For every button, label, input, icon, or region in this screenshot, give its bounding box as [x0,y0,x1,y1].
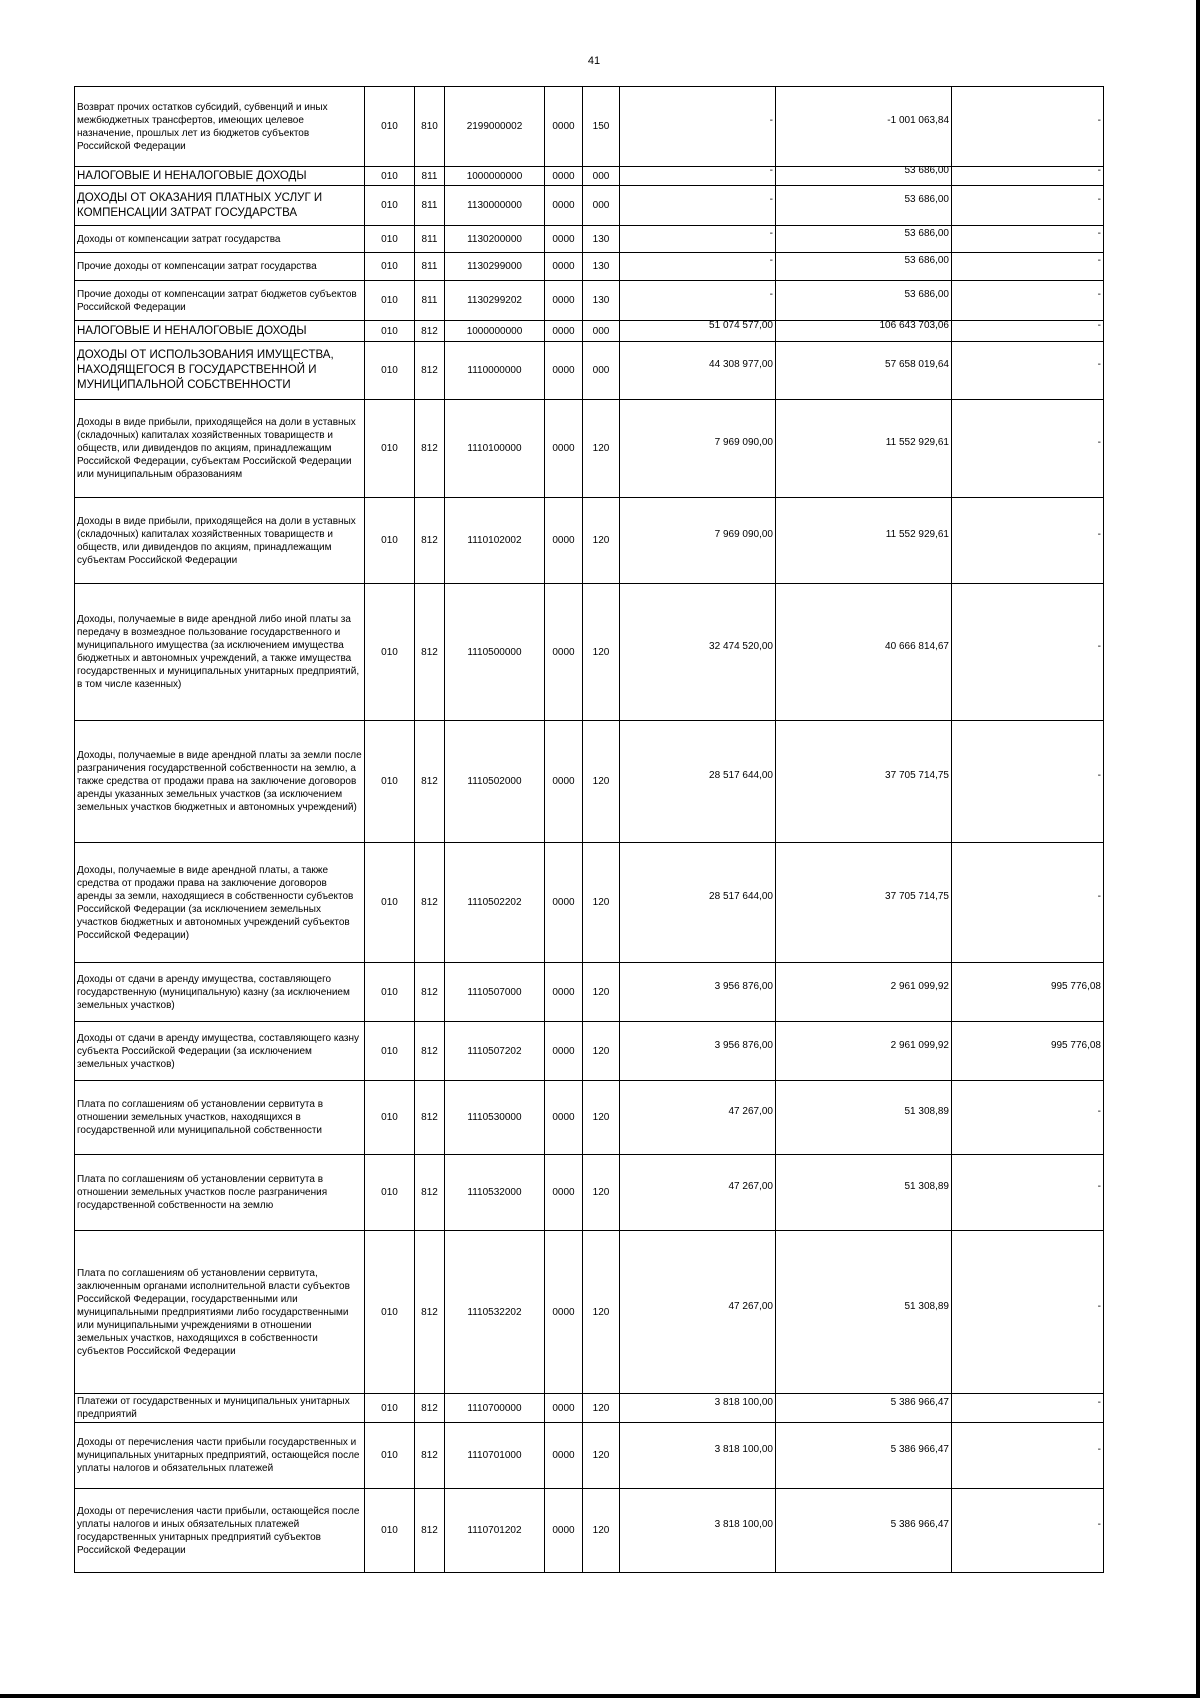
table-row [75,843,1104,963]
row-code-2: 812 [415,1155,445,1231]
row-code-2: 812 [415,721,445,843]
row-name: Платежи от государственных и муниципальных унитарных предприятий [75,1394,365,1423]
row-sum-3: 995 776,08 [952,963,1104,1022]
row-sum-3: - [952,281,1104,321]
row-code-3: 2199000002 [445,87,545,167]
row-sum-3: - [952,87,1104,167]
row-sum-3: - [952,400,1104,498]
row-code-4: 0000 [545,843,583,963]
row-code-3: 1110500000 [445,584,545,721]
row-name: ДОХОДЫ ОТ ИСПОЛЬЗОВАНИЯ ИМУЩЕСТВА, НАХОДЯЩЕГОСЯ В ГОСУДАРСТВЕННОЙ И МУНИЦИПАЛЬНОЙ СОБСТВЕННОСТИ [75,342,365,400]
row-sum-1: 3 818 100,00 [620,1394,776,1423]
row-name: Доходы от перечисления части прибыли государственных и муниципальных унитарных предприятий, остающейся после уплаты налогов и обязательных платежей [75,1423,365,1489]
row-code-3: 1130200000 [445,226,545,253]
row-code-1: 010 [365,321,415,342]
row-sum-1: 3 818 100,00 [620,1423,776,1489]
table-row [75,721,1104,843]
row-code-5: 120 [583,400,620,498]
row-code-1: 010 [365,721,415,843]
row-sum-1: 3 818 100,00 [620,1489,776,1573]
row-code-2: 812 [415,1394,445,1423]
row-code-1: 010 [365,1489,415,1573]
row-code-1: 010 [365,400,415,498]
row-sum-3: - [952,186,1104,226]
row-code-3: 1110507202 [445,1022,545,1081]
row-sum-2: 53 686,00 [776,253,952,281]
row-sum-1: - [620,87,776,167]
row-name: Доходы в виде прибыли, приходящейся на доли в уставных (складочных) капиталах хозяйственных товариществ и обществ, или дивидендов по акциям, принадлежащим субъектам Российской Федерации [75,498,365,584]
row-code-2: 812 [415,1489,445,1573]
row-sum-2: -1 001 063,84 [776,87,952,167]
row-code-5: 120 [583,584,620,721]
row-code-2: 812 [415,584,445,721]
row-sum-3: - [952,843,1104,963]
row-code-5: 120 [583,1231,620,1394]
row-sum-1: 7 969 090,00 [620,400,776,498]
row-sum-2: 106 643 703,06 [776,321,952,342]
row-sum-2: 5 386 966,47 [776,1489,952,1573]
row-sum-2: 37 705 714,75 [776,843,952,963]
row-code-1: 010 [365,963,415,1022]
row-sum-2: 53 686,00 [776,167,952,186]
row-name: Плата по соглашениям об установлении сервитута, заключенным органами исполнительной власти субъектов Российской Федерации, государственными или муниципальными предприятиями либо государственными или муниципальными учреждениями в отношении земельных участков, находящихся в собственности субъектов Российской Федерации [75,1231,365,1394]
table-row [75,87,1104,167]
row-sum-1: - [620,281,776,321]
row-sum-3: 995 776,08 [952,1022,1104,1081]
row-sum-1: - [620,226,776,253]
row-sum-3: - [952,167,1104,186]
row-code-2: 811 [415,167,445,186]
table-row [75,584,1104,721]
row-code-4: 0000 [545,321,583,342]
row-code-1: 010 [365,498,415,584]
table-row [75,963,1104,1022]
row-code-4: 0000 [545,1489,583,1573]
table-row [75,400,1104,498]
row-sum-1: 3 956 876,00 [620,1022,776,1081]
row-code-3: 1130299000 [445,253,545,281]
row-code-5: 120 [583,498,620,584]
row-code-2: 812 [415,400,445,498]
row-code-1: 010 [365,342,415,400]
row-code-4: 0000 [545,253,583,281]
row-code-3: 1110502000 [445,721,545,843]
row-sum-1: 28 517 644,00 [620,721,776,843]
row-code-2: 811 [415,281,445,321]
row-code-2: 812 [415,1423,445,1489]
row-code-1: 010 [365,1231,415,1394]
row-name: НАЛОГОВЫЕ И НЕНАЛОГОВЫЕ ДОХОДЫ [75,167,365,186]
row-sum-1: 44 308 977,00 [620,342,776,400]
row-code-1: 010 [365,1155,415,1231]
row-code-4: 0000 [545,342,583,400]
table-body [75,87,1104,1573]
row-code-3: 1110530000 [445,1081,545,1155]
row-code-3: 1110502202 [445,843,545,963]
row-code-1: 010 [365,87,415,167]
row-name: Возврат прочих остатков субсидий, субвенций и иных межбюджетных трансфертов, имеющих целевое назначение, прошлых лет из бюджетов субъектов Российской Федерации [75,87,365,167]
row-code-2: 812 [415,963,445,1022]
row-name: Доходы, получаемые в виде арендной платы за земли после разграничения государственной собственности на землю, а также средства от продажи права на заключение договоров аренды указанных земельных участков (за исключением земельных участков бюджетных и автономных учреждений) [75,721,365,843]
row-sum-1: - [620,167,776,186]
row-sum-2: 5 386 966,47 [776,1423,952,1489]
row-code-4: 0000 [545,1022,583,1081]
row-code-3: 1110701000 [445,1423,545,1489]
row-code-1: 010 [365,1022,415,1081]
table-row [75,281,1104,321]
row-code-5: 120 [583,1155,620,1231]
row-code-2: 810 [415,87,445,167]
row-sum-3: - [952,1394,1104,1423]
row-code-5: 150 [583,87,620,167]
row-name: Доходы, получаемые в виде арендной либо иной платы за передачу в возмездное пользование государственного и муниципального имущества (за исключением имущества бюджетных и автономных учреждений, а также имущества государственных и муниципальных унитарных предприятий, в том числе казенных) [75,584,365,721]
revenue-table [74,86,1104,1573]
row-code-1: 010 [365,1423,415,1489]
table-row [75,342,1104,400]
row-code-3: 1110507000 [445,963,545,1022]
table-row [75,253,1104,281]
row-code-4: 0000 [545,87,583,167]
row-code-3: 1000000000 [445,167,545,186]
row-code-1: 010 [365,584,415,721]
row-code-5: 120 [583,1081,620,1155]
row-code-3: 1110000000 [445,342,545,400]
row-code-2: 812 [415,1022,445,1081]
table-row [75,1489,1104,1573]
row-sum-2: 2 961 099,92 [776,1022,952,1081]
row-sum-1: 3 956 876,00 [620,963,776,1022]
row-code-1: 010 [365,843,415,963]
row-code-5: 120 [583,1423,620,1489]
row-code-3: 1110100000 [445,400,545,498]
row-code-3: 1130299202 [445,281,545,321]
row-code-3: 1000000000 [445,321,545,342]
row-code-4: 0000 [545,226,583,253]
row-code-2: 812 [415,321,445,342]
row-sum-3: - [952,342,1104,400]
row-code-3: 1110701202 [445,1489,545,1573]
row-sum-1: 7 969 090,00 [620,498,776,584]
table-row [75,1423,1104,1489]
row-code-5: 120 [583,1394,620,1423]
row-sum-1: 47 267,00 [620,1231,776,1394]
row-name: Доходы в виде прибыли, приходящейся на доли в уставных (складочных) капиталах хозяйственных товариществ и обществ, или дивидендов по акциям, принадлежащим Российской Федерации, субъектам Российской Федерации или муниципальным образованиям [75,400,365,498]
row-name: Плата по соглашениям об установлении сервитута в отношении земельных участков после разграничения государственной собственности на землю [75,1155,365,1231]
row-code-1: 010 [365,1081,415,1155]
row-sum-1: - [620,186,776,226]
row-code-5: 130 [583,281,620,321]
row-name: Доходы от компенсации затрат государства [75,226,365,253]
row-code-4: 0000 [545,167,583,186]
row-sum-3: - [952,1231,1104,1394]
row-sum-3: - [952,584,1104,721]
table-row [75,1022,1104,1081]
row-sum-2: 11 552 929,61 [776,400,952,498]
row-code-2: 812 [415,843,445,963]
row-sum-2: 40 666 814,67 [776,584,952,721]
row-code-5: 000 [583,186,620,226]
row-code-2: 811 [415,186,445,226]
row-sum-2: 53 686,00 [776,186,952,226]
table-row [75,1155,1104,1231]
row-sum-2: 57 658 019,64 [776,342,952,400]
table-row [75,498,1104,584]
row-sum-2: 53 686,00 [776,281,952,321]
row-sum-1: 32 474 520,00 [620,584,776,721]
row-sum-3: - [952,321,1104,342]
row-code-4: 0000 [545,186,583,226]
row-sum-3: - [952,253,1104,281]
row-code-2: 811 [415,253,445,281]
row-code-1: 010 [365,253,415,281]
row-code-4: 0000 [545,400,583,498]
row-code-5: 130 [583,253,620,281]
row-code-4: 0000 [545,721,583,843]
row-code-1: 010 [365,167,415,186]
row-sum-3: - [952,1081,1104,1155]
row-sum-1: - [620,253,776,281]
table-row [75,1081,1104,1155]
row-code-5: 120 [583,963,620,1022]
row-sum-3: - [952,1155,1104,1231]
row-code-4: 0000 [545,498,583,584]
row-code-4: 0000 [545,1081,583,1155]
row-name: Прочие доходы от компенсации затрат государства [75,253,365,281]
row-code-5: 000 [583,342,620,400]
row-name: Прочие доходы от компенсации затрат бюджетов субъектов Российской Федерации [75,281,365,321]
row-code-5: 120 [583,721,620,843]
row-code-4: 0000 [545,584,583,721]
row-code-4: 0000 [545,1394,583,1423]
row-sum-2: 51 308,89 [776,1231,952,1394]
row-sum-1: 47 267,00 [620,1081,776,1155]
row-code-4: 0000 [545,1423,583,1489]
row-sum-3: - [952,1423,1104,1489]
row-code-2: 812 [415,1081,445,1155]
row-code-3: 1110532000 [445,1155,545,1231]
row-code-5: 000 [583,167,620,186]
row-name: НАЛОГОВЫЕ И НЕНАЛОГОВЫЕ ДОХОДЫ [75,321,365,342]
row-sum-2: 53 686,00 [776,226,952,253]
row-sum-1: 51 074 577,00 [620,321,776,342]
row-sum-2: 11 552 929,61 [776,498,952,584]
table-row [75,321,1104,342]
row-code-1: 010 [365,226,415,253]
row-code-5: 120 [583,1022,620,1081]
row-code-2: 812 [415,342,445,400]
row-name: Плата по соглашениям об установлении сервитута в отношении земельных участков, находящихся в государственной или муниципальной собственности [75,1081,365,1155]
row-name: Доходы от сдачи в аренду имущества, составляющего государственную (муниципальную) казну (за исключением земельных участков) [75,963,365,1022]
row-code-2: 811 [415,226,445,253]
row-name: ДОХОДЫ ОТ ОКАЗАНИЯ ПЛАТНЫХ УСЛУГ И КОМПЕНСАЦИИ ЗАТРАТ ГОСУДАРСТВА [75,186,365,226]
row-name: Доходы от перечисления части прибыли, остающейся после уплаты налогов и иных обязательных платежей государственных унитарных предприятий субъектов Российской Федерации [75,1489,365,1573]
row-code-5: 120 [583,1489,620,1573]
row-code-5: 120 [583,843,620,963]
row-sum-2: 51 308,89 [776,1081,952,1155]
row-sum-2: 2 961 099,92 [776,963,952,1022]
row-sum-1: 47 267,00 [620,1155,776,1231]
row-code-3: 1110532202 [445,1231,545,1394]
row-code-3: 1110102002 [445,498,545,584]
table-row [75,1231,1104,1394]
row-code-4: 0000 [545,963,583,1022]
row-code-1: 010 [365,1394,415,1423]
row-sum-3: - [952,226,1104,253]
page-number: 41 [587,55,601,67]
table-row [75,1394,1104,1423]
row-code-4: 0000 [545,1155,583,1231]
row-code-4: 0000 [545,281,583,321]
row-code-5: 000 [583,321,620,342]
row-code-5: 130 [583,226,620,253]
row-sum-2: 37 705 714,75 [776,721,952,843]
table-row [75,186,1104,226]
row-code-2: 812 [415,1231,445,1394]
row-sum-3: - [952,1489,1104,1573]
row-sum-1: 28 517 644,00 [620,843,776,963]
row-sum-2: 5 386 966,47 [776,1394,952,1423]
row-code-2: 812 [415,498,445,584]
row-code-3: 1130000000 [445,186,545,226]
row-sum-3: - [952,721,1104,843]
row-code-3: 1110700000 [445,1394,545,1423]
row-name: Доходы от сдачи в аренду имущества, составляющего казну субъекта Российской Федерации (за исключением земельных участков) [75,1022,365,1081]
row-code-1: 010 [365,281,415,321]
row-sum-3: - [952,498,1104,584]
row-name: Доходы, получаемые в виде арендной платы, а также средства от продажи права на заключение договоров аренды за земли, находящиеся в собственности субъектов Российской Федерации (за исключением земельных участков бюджетных и автономных учреждений субъектов Российской Федерации) [75,843,365,963]
row-code-4: 0000 [545,1231,583,1394]
row-code-1: 010 [365,186,415,226]
row-sum-2: 51 308,89 [776,1155,952,1231]
table-row [75,167,1104,186]
table-row [75,226,1104,253]
